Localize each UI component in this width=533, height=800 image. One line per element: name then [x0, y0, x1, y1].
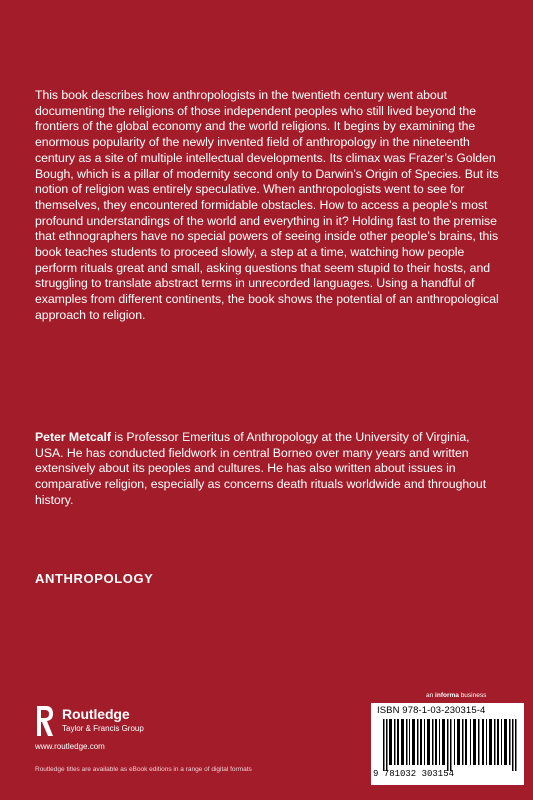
subject-category: ANTHROPOLOGY — [35, 571, 154, 586]
barcode-panel — [371, 703, 524, 785]
author-bio — [35, 430, 501, 509]
informa-suffix: business — [458, 692, 487, 699]
informa-prefix: an — [426, 692, 436, 699]
ebook-footnote: Routledge titles are available as eBook editions in a range of digital formats — [35, 766, 252, 773]
barcode-digits: 9 781032 303154 — [373, 769, 455, 779]
author-name: Peter Metcalf — [35, 430, 111, 444]
informa-tagline — [426, 692, 486, 699]
informa-brand: informa — [435, 692, 459, 699]
barcode-icon — [383, 719, 519, 771]
publisher-block — [35, 704, 235, 754]
publisher-group: Taylor & Francis Group — [62, 724, 144, 733]
back-cover-blurb: This book describes how anthropologists in the twentieth century went about documenting the religions of those independent peoples who still lived beyond the frontiers of the global economy and the world religions. It begins by examining the enormous popularity of the newly invented field of anthropology in the nineteenth century as a site of multiple intellectual developments. Its climax was Frazer’s Golden Bough, which is a pillar of modernity second only to Darwin’s Origin of Species. But its notion of religion was entirely speculative. When anthropologists went to see for themselves, they encountered formidable obstacles. How to access a people’s most profound understandings of the world and everything in it? Holding fast to the premise that ethnographers have no special powers of seeing inside other people’s brains, this book teaches students to proceed slowly, a step at a time, watching how people perform rituals great and small, asking questions that seem stupid to their hosts, and struggling to translate abstract terms in unrecorded languages. Using a handful of examples from different continents, the book shows the potential of an anthropological approach to religion. — [35, 88, 499, 322]
publisher-url: www.routledge.com — [35, 742, 105, 751]
routledge-logo-icon — [35, 704, 55, 738]
isbn-label: ISBN 978-1-03-230315-4 — [377, 705, 486, 716]
author-bio-text: is Professor Emeritus of Anthropology at the University of Virginia, USA. He has conducted fieldwork in central Borneo over many years and written extensively about its peoples and cultures. He has also written about issues in comparative religion, especially as concerns death rituals worldwide and throughout history. — [35, 430, 487, 507]
publisher-name: Routledge — [62, 706, 130, 722]
